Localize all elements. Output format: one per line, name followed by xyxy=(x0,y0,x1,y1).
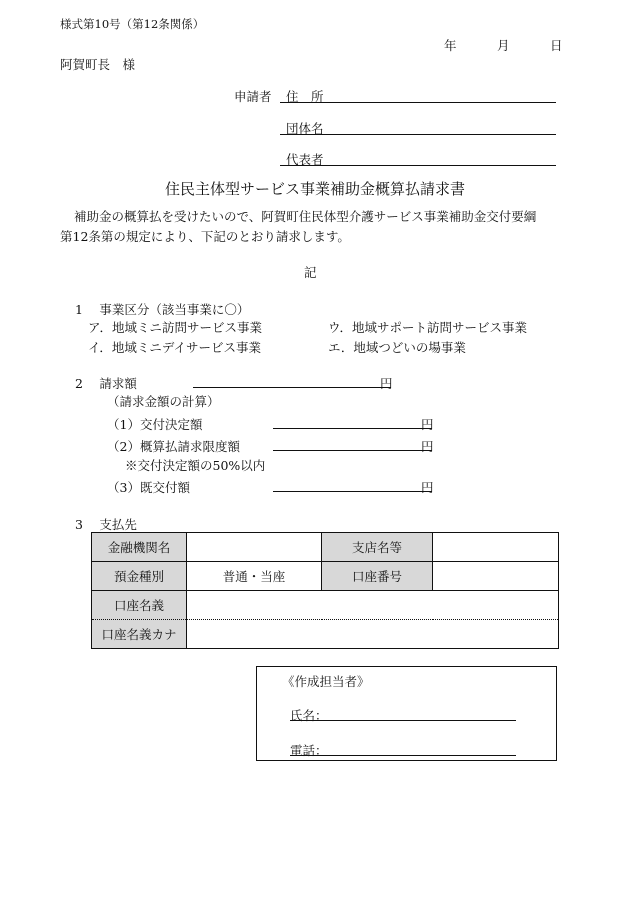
preparer-phone-label: 電話： xyxy=(290,743,328,758)
limit-amount-line[interactable] xyxy=(273,450,432,451)
deposit-type-label: 預金種別 xyxy=(92,562,187,591)
request-amount-yen: 円 xyxy=(380,376,393,391)
representative-label: 代表者 xyxy=(286,152,324,167)
account-number-label: 口座番号 xyxy=(322,562,433,591)
representative-line[interactable] xyxy=(280,165,556,166)
group-name-line[interactable] xyxy=(280,134,556,135)
form-number: 様式第10号（第12条関係） xyxy=(60,17,205,31)
business-type-i[interactable]: イ．地域ミニデイサービス事業 xyxy=(88,340,262,355)
limit-note: ※交付決定額の50%以内 xyxy=(125,458,266,473)
section3-heading: 3 支払先 xyxy=(75,517,137,532)
already-granted-line[interactable] xyxy=(273,491,432,492)
account-kana-cell[interactable] xyxy=(187,620,559,649)
preparer-name-line[interactable] xyxy=(290,720,516,721)
deposit-type-value[interactable]: 普通・当座 xyxy=(187,562,322,591)
account-number-cell[interactable] xyxy=(433,562,559,591)
account-name-cell[interactable] xyxy=(187,591,559,620)
already-granted-yen: 円 xyxy=(421,480,434,495)
date-month-label: 月 xyxy=(497,38,510,53)
preparer-heading: 《作成担当者》 xyxy=(282,674,370,689)
account-kana-label: 口座名義カナ xyxy=(92,620,187,649)
business-type-a[interactable]: ア．地域ミニ訪問サービス事業 xyxy=(88,320,263,335)
preparer-name-label: 氏名： xyxy=(290,708,328,723)
already-granted-label: （3）既交付額 xyxy=(107,480,190,495)
branch-cell[interactable] xyxy=(433,533,559,562)
addressee: 阿賀町長 様 xyxy=(60,57,136,72)
limit-amount-yen: 円 xyxy=(421,439,434,454)
grant-decision-label: （1）交付決定額 xyxy=(107,417,203,432)
section1-heading: 1 事業区分（該当事業に〇） xyxy=(75,302,250,317)
applicant-label: 申請者 xyxy=(234,89,272,104)
preparer-phone-line[interactable] xyxy=(290,755,516,756)
business-type-e[interactable]: エ．地域つどいの場事業 xyxy=(328,340,466,355)
page-title: 住民主体型サービス事業補助金概算払請求書 xyxy=(164,180,465,198)
date-day-label: 日 xyxy=(550,38,563,53)
branch-label: 支店名等 xyxy=(322,533,433,562)
account-name-label: 口座名義 xyxy=(92,591,187,620)
payment-table xyxy=(91,532,559,649)
section2-heading: 2 請求額 xyxy=(75,376,137,391)
grant-decision-line[interactable] xyxy=(273,428,432,429)
grant-decision-yen: 円 xyxy=(421,417,434,432)
bank-name-label: 金融機関名 xyxy=(92,533,187,562)
group-name-label: 団体名 xyxy=(286,121,324,136)
date-year-label: 年 xyxy=(444,38,457,53)
bank-name-cell[interactable] xyxy=(187,533,322,562)
address-line[interactable] xyxy=(280,102,556,103)
request-amount-line[interactable] xyxy=(193,387,391,388)
business-type-u[interactable]: ウ．地域サポート訪問サービス事業 xyxy=(328,320,528,335)
body-text-line1: 補助金の概算払を受けたいので、阿賀町住民体型介護サービス事業補助金交付要綱 xyxy=(74,209,537,224)
body-text-line2: 第12条第の規定により、下記のとおり請求します。 xyxy=(60,229,350,244)
calc-label: （請求金額の計算） xyxy=(107,394,220,409)
ki-heading: 記 xyxy=(304,265,317,280)
address-label: 住 所 xyxy=(286,89,324,104)
limit-amount-label: （2）概算払請求限度額 xyxy=(107,439,240,454)
